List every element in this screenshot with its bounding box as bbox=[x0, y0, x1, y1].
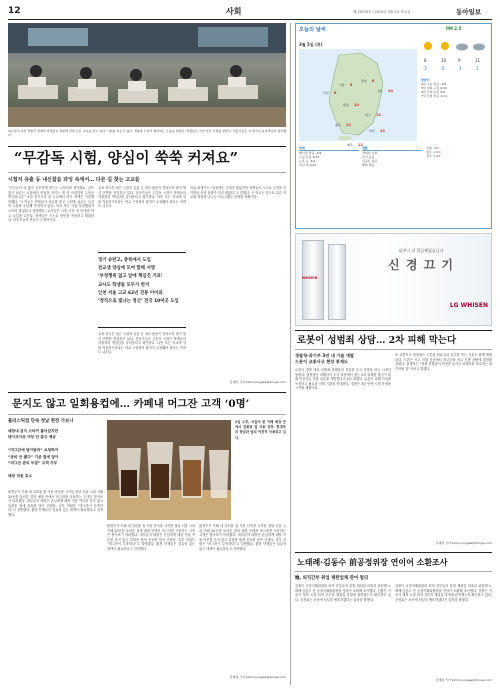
weather-list-row: 6일 모레 흐림 2/9 bbox=[421, 90, 446, 94]
article3-headline-rule bbox=[295, 349, 492, 350]
weather-list-1 bbox=[421, 78, 489, 98]
weather-date: 3월 5일 (목) bbox=[299, 42, 323, 47]
article3-body-right: 또 교통사고 현장에는 드론을 띄워 2차 사고를 막는 기술도 함께 개발된다. 드론은 사고 지점 상공에서 경고등을 켜고 후방 차량에 위험을 알린다. 관계자는 “현장 경찰관의 안전을 높이고 피해자를 보호하는 데 기여할 것”이라고 말했다. bbox=[395, 353, 492, 371]
article2-body-col2: 환경부가 카페 내 일회용 컵 사용 단속을 시작한 첫날 서울 시내 카페 20곳을 둘러본 결과 매장 안에서 머그잔을 사용하는 고객은 찾아보기 어려웠다. 대부분의 매장은 손님에게 매장 이용 여부를 묻지 않고 일회용 컵에 음료를 담아 건넸다. 일부 직원은 “머그잔이 부족하다”고 설명했다. 환경 단체들은 실효성 있는 대책이 필요하다고 지적했다. bbox=[107, 524, 195, 551]
article2-photo-caption: 2일 오후, 서울의 한 카페 매장 안에서 일회용 컵 사용 장면. 환경부의 방침과 달리 여전히 사용되고 있다. bbox=[235, 420, 286, 440]
region-row: 청주 -2/10 bbox=[426, 150, 441, 154]
map-city-incheon: 인천 6 bbox=[323, 91, 337, 95]
article2-photo bbox=[107, 420, 231, 520]
weather-list-row: 7일 주말 맑음 1/11 bbox=[421, 94, 447, 98]
weather-table-row: 식중독 낮음 bbox=[362, 159, 378, 163]
article2-top-rule bbox=[8, 392, 286, 393]
weather-table-row: 감기 높음 bbox=[362, 155, 375, 159]
weather-table-row: 런던 비 4/10 bbox=[299, 163, 317, 167]
article1-headline-rule bbox=[8, 172, 286, 173]
svg-text:-2: -2 bbox=[423, 66, 427, 71]
weather-table-row: 뉴욕 눈 -6/1 bbox=[299, 159, 316, 163]
article3-subhead: 경찰청·과기부 3년 내 기술 개발 드론이 교통사고 현장 통제도 bbox=[295, 353, 354, 364]
article4-subhead: 檢, 퇴직간부 취업 제한업체 관여 혐의 bbox=[295, 576, 369, 581]
top-photo bbox=[8, 23, 286, 127]
article3-byline: 김재명 기자 kimmyungjae@donga.com bbox=[435, 541, 492, 545]
ad-banner[interactable] bbox=[295, 233, 492, 326]
pm-label: PM 2.5 bbox=[446, 26, 462, 31]
weather-table-row: 빨래 좋음 bbox=[362, 163, 375, 167]
page-number: 12 bbox=[8, 6, 21, 16]
ad-product-image bbox=[302, 240, 324, 320]
article2-byline: 김재명 기자 kimmyungjae@donga.com bbox=[229, 675, 286, 679]
article1-body-mid-2: 교육 당국은 최근 시험지 유출 등 내신 잡음이 잇따르자 평가 방식 전반을 점검하고 있다. 전문가들은 무감독 시험이 학생들의 자율성과 책임감을 길러준다고 평가한다. 다만 모든 학교에 일괄 적용하기보다는 학교 구성원의 합의가 우선돼야 한다는 지적도 나온다. bbox=[98, 332, 186, 355]
map-city-gangneung: 강릉 10 bbox=[377, 89, 393, 93]
region-row: 전주 -1/11 bbox=[426, 154, 441, 158]
weather-title: 오늘의 날씨 bbox=[299, 27, 326, 33]
weather-list-row: 5일 내일 구름 0/10 bbox=[421, 86, 447, 90]
weather-table-row: 베이징 맑음 -4/9 bbox=[299, 151, 322, 155]
map-city-chuncheon: 춘천 8 bbox=[361, 79, 375, 83]
article4-top-rule bbox=[295, 552, 492, 553]
article1-body-right: 학교 관계자는 “처음에는 우려가 많았지만 학생들이 스스로 규칙을 지키면서 신뢰 문화가 자리 잡았다”고 말했다. 이 학교는 앞으로 다른 학교와 경험을 나누는 프로그램도 운영할 계획이다. bbox=[190, 186, 286, 200]
weather-list-row: 4일 오늘 맑음 -2/8 bbox=[421, 82, 447, 86]
article3-top-rule bbox=[295, 330, 492, 331]
article1-pullquote: 경기 송탄고, 충북에서 도입 전교생 양심에 모여 함께 서명 ‘부정행위 없고 앞에 책임진 거죠’ 교사도 학생들 모두가 반겨 인천 저울 고교 62년 전통 이어와 ‘정직으로 빛나는 정신’ 전국 10여곳 도입 bbox=[98, 252, 186, 328]
weather-table-row: 자외선 보통 bbox=[362, 151, 378, 155]
article4-body-left: 검찰이 공정거래위원회 퇴직 간부들의 불법 재취업 의혹과 관련해 노태례·김동수 전 공정거래위원장을 잇달아 소환해 조사했다. 검찰은 이들이 재직 시절 퇴직 간부의 재취업 과정에 관여했는지 확인하고 있다. 공정위는 조사에 성실히 협조하겠다는 입장을 밝혔다. bbox=[295, 584, 391, 602]
svg-text:2: 2 bbox=[459, 66, 462, 71]
map-city-jeju: 제주 12 bbox=[347, 143, 363, 147]
map-city-daegu: 대구 12 bbox=[365, 113, 381, 117]
ad-product-image-2 bbox=[328, 244, 346, 320]
article4-byline: 김재명 기자 kimmyungjae@donga.com bbox=[435, 678, 492, 682]
article2-headline-rule bbox=[8, 414, 286, 415]
region-row: 수원 -3/9 bbox=[426, 146, 439, 150]
section-title: 사회 bbox=[226, 7, 242, 16]
weather-table-title-3: 생활 bbox=[362, 146, 422, 151]
weather-table-title-2: 세계 bbox=[299, 146, 359, 151]
svg-text:10: 10 bbox=[441, 58, 447, 63]
ad-model-label: WHISEN bbox=[302, 276, 318, 280]
ad-tagline: 휘센이 더 깔끔해졌습니다 bbox=[398, 248, 444, 253]
map-city-seoul: 서울 8 bbox=[339, 83, 353, 87]
issue-info: 제 19070호 | 2015년 3월 5일 목요일 bbox=[353, 10, 411, 14]
ad-product-title: 신 경 끄 기 bbox=[388, 258, 454, 272]
article1-byline: 김재명 기자 kimmyungjae@donga.com bbox=[229, 380, 286, 384]
paper-name: 동아일보 bbox=[456, 8, 482, 16]
weather-icons-row bbox=[421, 38, 489, 74]
article1-top-rule bbox=[8, 146, 286, 147]
weather-table-row: 도쿄 흐림 3/12 bbox=[299, 155, 320, 159]
ad-brand: LG WHISEN bbox=[449, 302, 488, 309]
weather-table-3 bbox=[362, 146, 422, 167]
article2-highlights: 매장내 금지 스티커 붙어있지만 테이크아웃 여부 안 묻고 제공 “머그잔에 담아달라” 요청하자 “준비 안 됐다” 기존 컵에 담아 “머그잔 관리 부담” 고객 거부 매장 직원 호소 bbox=[8, 429, 59, 478]
article2-body: 환경부가 카페 내 일회용 컵 사용 단속을 시작한 첫날 서울 시내 카페 20곳을 둘러본 결과 매장 안에서 머그잔을 사용하는 고객은 찾아보기 어려웠다. 대부분의 매장은 손님에게 매장 이용 여부를 묻지 않고 일회용 컵에 음료를 담아 건넸다. 일부 직원은 “머그잔이 부족하다”고 설명했다. 환경 단체들은 실효성 있는 대책이 필요하다고 지적했다. bbox=[8, 490, 103, 517]
article2-headline: 문지도 않고 일회용컵에… 카페내 머그잔 고객 ‘0명’ bbox=[12, 398, 250, 410]
map-city-daejeon: 대전 10 bbox=[343, 103, 359, 107]
masthead bbox=[8, 6, 492, 18]
article4-headline-rule bbox=[295, 571, 492, 572]
weekly-forecast bbox=[421, 38, 489, 74]
article1-headline: “무감독 시험, 양심이 쑥쑥 커져요” bbox=[14, 150, 239, 167]
article2-subhead: 플라스틱컵 단속 첫날 현장 가보니 bbox=[8, 419, 74, 424]
article1-subhead: 시험지 유출 등 내신잡음 과잉 속에서… 다른 길 찾는 고교들 bbox=[8, 177, 140, 183]
svg-text:1: 1 bbox=[476, 66, 479, 71]
svg-text:0: 0 bbox=[442, 66, 445, 71]
masthead-rule bbox=[8, 19, 492, 20]
map-city-gwangju: 광주 12 bbox=[335, 123, 351, 127]
article3-body-left: 로봇이 경찰 대신 성범죄 피해자의 진술을 듣고 상담을 하는 시대가 열린다. 경찰청은 피해자가 수사 과정에서 겪는 2차 피해를 줄이기 위해 인공지능 상담 로봇을 개발한다고 4일 밝혔다. 로봇은 피해 사실을 녹음하고 필요한 지원 기관을 안내한다. 경찰은 3년 안에 시범 운영을 시작할 계획이다. bbox=[295, 368, 391, 391]
article4-body-right: 검찰이 공정거래위원회 퇴직 간부들의 불법 재취업 의혹과 관련해 노태례·김동수 전 공정거래위원장을 잇달아 소환해 조사했다. 검찰은 이들이 재직 시절 퇴직 간부의 재취업 과정에 관여했는지 확인하고 있다. 공정위는 조사에 성실히 협조하겠다는 입장을 밝혔다. bbox=[395, 584, 492, 602]
article1-body-left: “친구들이 더 많이 공부하게 만드는 시험이라 생각해요. 감독 없이 치르는 시험에서 양심을 지키는 게 더 어렵지만 그만큼 뿌듯합니다.” 4일 경기도의 한 고교에서 만난 학생은 이렇게 말했다. 이 학교는 학생들이 서로를 믿고 시험을 치르는 무감독 시험을 수년째 운영하고 있다. 학교 측은 시험 부정행위가 오히려 줄었다고 설명했다. 교사들은 시험 시작 전 안내만 하고 교실을 나간다. 학생들은 스스로 답안을 작성하고 제출한다. 학부모들의 반응도 긍정적이다. bbox=[8, 186, 94, 223]
svg-text:11: 11 bbox=[475, 58, 481, 63]
article2-body-col3: 환경부가 카페 내 일회용 컵 사용 단속을 시작한 첫날 서울 시내 카페 20곳을 둘러본 결과 매장 안에서 머그잔을 사용하는 고객은 찾아보기 어려웠다. 대부분의 매장은 손님에게 매장 이용 여부를 묻지 않고 일회용 컵에 음료를 담아 건넸다. 일부 직원은 “머그잔이 부족하다”고 설명했다. 환경 단체들은 실효성 있는 대책이 필요하다고 지적했다. bbox=[199, 524, 286, 551]
svg-text:9: 9 bbox=[458, 58, 461, 63]
weather-table-2 bbox=[299, 146, 359, 167]
cups-photo-illustration bbox=[107, 420, 231, 520]
svg-text:8: 8 bbox=[424, 58, 427, 63]
article4-headline: 노태례·김동수 前공정위장 연이어 소환조사 bbox=[297, 557, 448, 567]
weather-map bbox=[299, 49, 417, 147]
article1-body-mid: 교육 당국은 최근 시험지 유출 등 내신 잡음이 잇따르자 평가 방식 전반을 점검하고 있다. 전문가들은 무감독 시험이 학생들의 자율성과 책임감을 길러준다고 평가한다. 다만 모든 학교에 일괄 적용하기보다는 학교 구성원의 합의가 우선돼야 한다는 지적도 나온다. bbox=[98, 186, 186, 209]
top-photo-caption: 4일 경기 지산 경찰서 관계자 학생들이 경찰에 관한 토론 교육을 받고 있다. 시험을 치르고 있다. 경찰과 시민이 협력하는 모습을 담았다. 학생들은 수업 이후 교재를 받았다. 전문가들은 이 방식이 효과적이라 평가했다. bbox=[8, 129, 286, 138]
weather-list-title-1: 달맞이 bbox=[421, 78, 430, 82]
classroom-photo-illustration bbox=[8, 23, 286, 127]
weather-box bbox=[295, 23, 492, 229]
weather-region-list bbox=[426, 146, 489, 158]
map-city-busan: 부산 13 bbox=[369, 129, 385, 133]
article3-headline: 로봇이 성범죄 상담… 2차 피해 막는다 bbox=[297, 335, 457, 346]
column-divider bbox=[290, 23, 291, 685]
